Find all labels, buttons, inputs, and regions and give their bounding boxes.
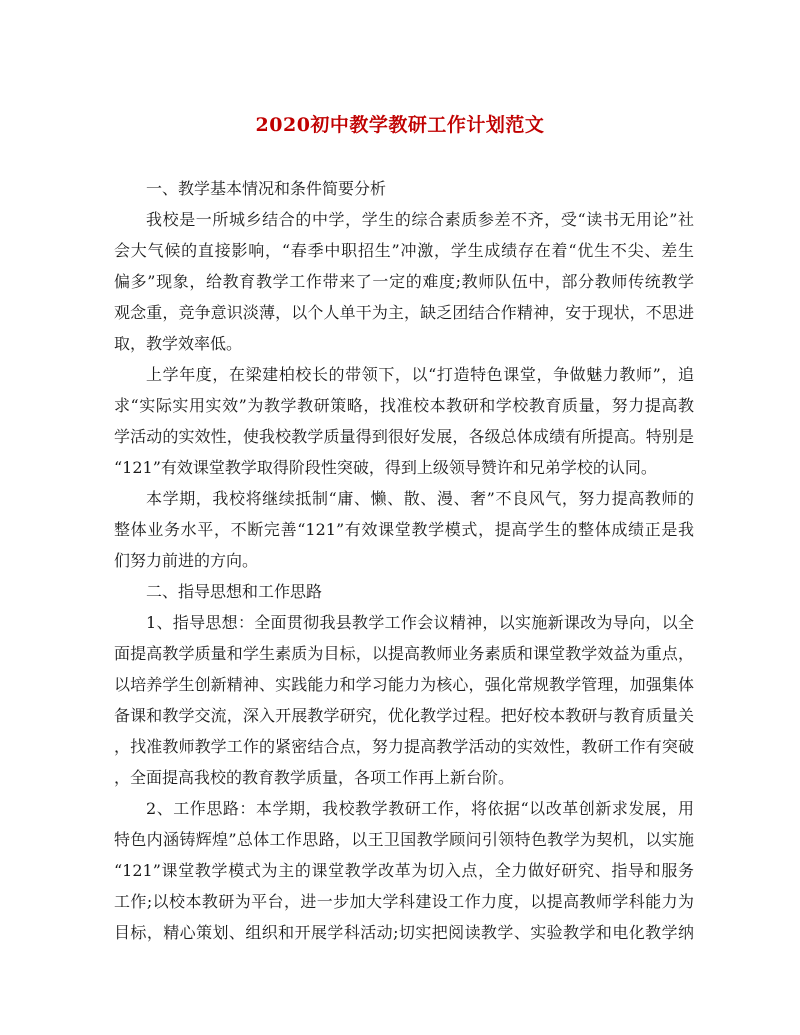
paragraph-line: “121”有效课堂教学取得阶段性突破，得到上级领导赞许和兄弟学校的认同。	[114, 458, 657, 477]
paragraph-line: 目标，精心策划、组织和开展学科活动;切实把阅读教学、实验教学和电化教学纳	[114, 923, 694, 942]
paragraph-line: 以培养学生创新精神、实践能力和学习能力为核心，强化常规教学管理，加强集体	[114, 675, 694, 694]
paragraph-line: 备课和教学交流，深入开展教学研究，优化教学过程。把好校本教研与教育质量关	[114, 706, 694, 725]
paragraph-line: 我校是一所城乡结合的中学，学生的综合素质参差不齐，受“读书无用论”社	[146, 210, 694, 229]
paragraph-line: 偏多”现象，给教育教学工作带来了一定的难度;教师队伍中，部分教师传统教学	[114, 272, 694, 291]
paragraph-line: 学活动的实效性，使我校教学质量得到很好发展，各级总体成绩有所提高。特别是	[114, 427, 694, 446]
paragraph-line: 面提高教学质量和学生素质为目标，以提高教师业务素质和课堂教学效益为重点，	[114, 644, 694, 663]
paragraph-line: 2、工作思路：本学期，我校教学教研工作，将依据“以改革创新求发展，用	[146, 799, 694, 818]
paragraph-line: 取，教学效率低。	[114, 334, 243, 353]
paragraph-line: ，全面提高我校的教育教学质量，各项工作再上新台阶。	[114, 768, 515, 787]
paragraph-line: 会大气候的直接影响，“春季中职招生”冲激，学生成绩存在着“优生不尖、差生	[114, 241, 694, 260]
paragraph-line: 观念重，竞争意识淡薄，以个人单干为主，缺乏团结合作精神，安于现状，不思进	[114, 303, 694, 322]
document-title: 2020初中教学教研工作计划范文	[255, 114, 545, 136]
section-heading-2: 二、指导思想和工作思路	[146, 582, 323, 601]
paragraph-line: 本学期，我校将继续抵制“庸、懒、散、漫、奢”不良风气，努力提高教师的	[146, 489, 694, 508]
paragraph-line: 上学年度，在梁建柏校长的带领下，以“打造特色课堂，争做魅力教师”，追	[146, 365, 694, 384]
paragraph-line: 整体业务水平，不断完善“121”有效课堂教学模式，提高学生的整体成绩正是我	[114, 520, 694, 539]
section-heading-1: 一、教学基本情况和条件简要分析	[146, 179, 387, 198]
paragraph-line: “121”课堂教学模式为主的课堂教学改革为切入点，全力做好研究、指导和服务	[114, 861, 694, 880]
paragraph-line: 特色内涵铸辉煌”总体工作思路，以王卫国教学顾问引领特色教学为契机，以实施	[114, 830, 694, 849]
paragraph-line: 们努力前进的方向。	[114, 551, 259, 570]
paragraph-line: 工作;以校本教研为平台，进一步加大学科建设工作力度，以提高教师学科能力为	[114, 892, 694, 911]
paragraph-line: ，找准教师教学工作的紧密结合点，努力提高教学活动的实效性，教研工作有突破	[114, 737, 694, 756]
paragraph-line: 求“实际实用实效”为教学教研策略，找准校本教研和学校教育质量，努力提高教	[114, 396, 694, 415]
paragraph-line: 1、指导思想：全面贯彻我县教学工作会议精神，以实施新课改为导向，以全	[146, 613, 694, 632]
